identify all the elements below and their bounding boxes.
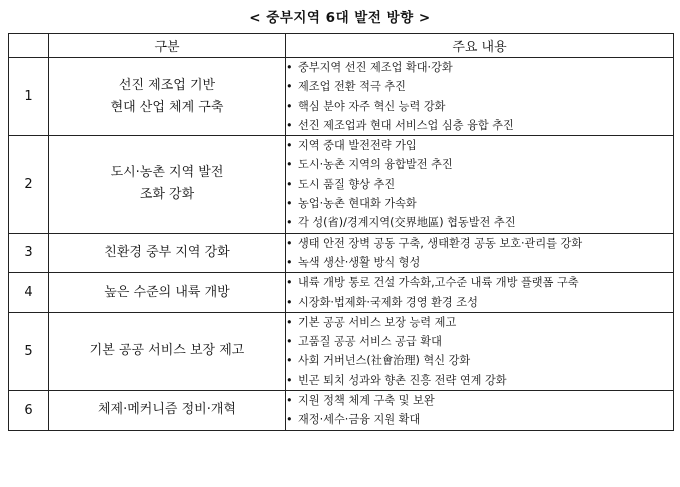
row-category [49,136,286,233]
category-line: 선진 제조업 기반 [118,77,216,93]
bullet-icon: • [286,354,293,368]
bullet-icon: • [286,158,293,172]
detail-item [286,351,673,370]
detail-item [286,213,673,232]
detail-text: 농업·농촌 현대화 가속화 [298,197,417,211]
row-details [286,233,674,273]
bullet-icon: • [286,295,293,309]
table-row [9,312,674,390]
row-number: 3 [9,233,49,273]
detail-item [286,58,673,77]
detail-item [286,136,673,155]
bullet-icon: • [286,373,293,387]
row-details [286,136,674,233]
bullet-icon: • [286,315,293,329]
row-details [286,273,674,313]
bullet-icon: • [286,335,293,349]
row-category [49,391,286,431]
table-row [9,391,674,431]
detail-item [286,234,673,253]
table-header-row [9,34,674,58]
header-number [9,34,49,58]
detail-item [286,253,673,272]
row-details [286,391,674,431]
detail-text: 각 성(省)/경계지역(交界地區) 협동발전 추진 [298,216,516,230]
detail-item [286,155,673,174]
bullet-icon: • [286,216,293,230]
category-line: 높은 수준의 내륙 개방 [104,284,230,300]
row-number: 6 [9,391,49,431]
row-number: 5 [9,312,49,390]
row-category [49,58,286,136]
bullet-icon: • [286,80,293,94]
row-number: 2 [9,136,49,233]
detail-text: 선진 제조업과 현대 서비스업 심층 융합 추진 [298,118,514,132]
detail-text: 시장화·법제화·국제화 경영 환경 조성 [298,295,478,309]
detail-text: 도시 품질 향상 추진 [298,177,396,191]
page-title: < 중부지역 6대 발전 방향 > [249,10,431,26]
category-line: 조화 강화 [139,187,195,203]
bullet-icon: • [286,197,293,211]
row-category [49,312,286,390]
detail-text: 핵심 분야 자주 혁신 능력 강화 [298,99,446,113]
row-category [49,233,286,273]
row-details [286,312,674,390]
bullet-icon: • [286,177,293,191]
detail-item [286,77,673,96]
detail-text: 도시·농촌 지역의 융합발전 추진 [298,158,453,172]
detail-item [286,116,673,135]
detail-text: 빈곤 퇴치 성과와 향촌 진흥 전략 연계 강화 [298,373,507,387]
row-details [286,58,674,136]
table-row [9,58,674,136]
detail-item [286,332,673,351]
header-main-content: 주요 내용 [286,34,674,58]
bullet-icon: • [286,236,293,250]
detail-item [286,97,673,116]
bullet-icon: • [286,139,293,153]
detail-text: 제조업 전환 적극 추진 [298,80,406,94]
category-line: 현대 산업 체계 구축 [110,99,224,115]
detail-item [286,273,673,292]
detail-item [286,175,673,194]
category-line: 친환경 중부 지역 강화 [104,244,230,260]
detail-item [286,293,673,312]
detail-item [286,371,673,390]
development-directions-table [8,33,674,431]
bullet-icon: • [286,255,293,269]
detail-item [286,194,673,213]
row-category [49,273,286,313]
table-row [9,136,674,233]
detail-item [286,391,673,410]
detail-text: 지역 중대 발전전략 가입 [298,139,417,153]
detail-text: 지원 정책 체계 구축 및 보완 [298,394,435,408]
bullet-icon: • [286,394,293,408]
category-line: 기본 공공 서비스 보장 제고 [89,343,245,359]
detail-text: 중부지역 선진 제조업 확대·강화 [298,61,453,74]
detail-text: 재정·세수·금융 지원 확대 [298,413,421,427]
row-number: 1 [9,58,49,136]
category-line: 체제·메커니즘 정비·개혁 [98,402,236,418]
detail-text: 내륙 개방 통로 건설 가속화,고수준 내륙 개방 플랫폼 구축 [298,276,579,290]
table-body [9,58,674,431]
bullet-icon: • [286,61,293,74]
detail-text: 생태 안전 장벽 공동 구축, 생태환경 공동 보호·관리를 강화 [298,236,583,250]
table-row [9,273,674,313]
detail-item [286,313,673,332]
header-category: 구분 [49,34,286,58]
bullet-icon: • [286,413,293,427]
detail-text: 녹색 생산·생활 방식 형성 [298,255,421,269]
detail-text: 기본 공공 서비스 보장 능력 제고 [298,315,457,329]
detail-item [286,410,673,429]
detail-text: 고품질 공공 서비스 공급 확대 [298,335,442,349]
category-line: 도시·농촌 지역 발전 [110,165,224,181]
bullet-icon: • [286,276,293,290]
table-row [9,233,674,273]
bullet-icon: • [286,118,293,132]
row-number: 4 [9,273,49,313]
detail-text: 사회 거버넌스(社會治理) 혁신 강화 [298,354,471,368]
bullet-icon: • [286,99,293,113]
